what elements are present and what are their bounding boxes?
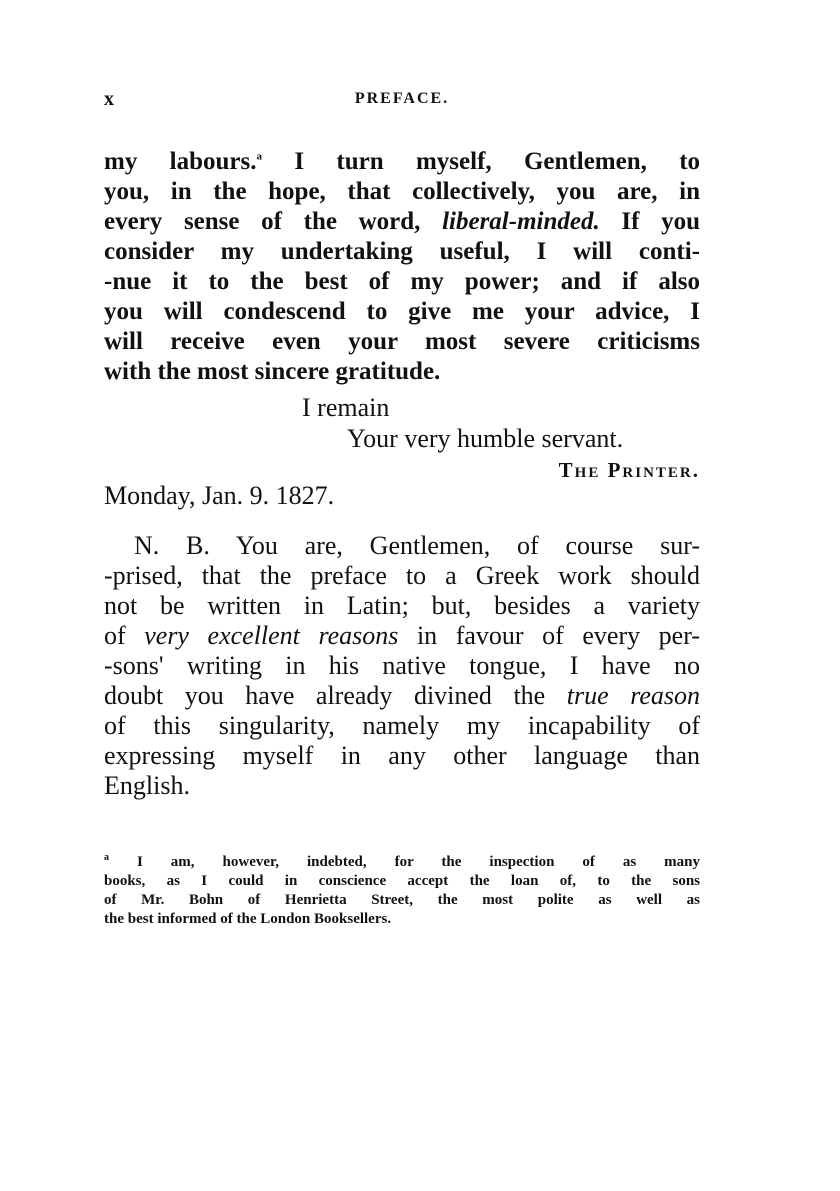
emphasis: very excellent reasons [144,621,399,650]
text-line: expressing myself in any other language than [104,741,700,770]
footnote-line: the best informed of the London Booksellers. [104,911,392,927]
text-line: -nue it to the best of my power; and if also [104,268,700,295]
text-line: N. B. You are, Gentlemen, of course sur- [134,531,700,560]
text-line: of this singularity, namely my incapability of [104,711,700,740]
text-line: you, in the hope, that collectively, you are, in [104,178,700,205]
text-line: doubt you have already divined the true reason [104,681,701,710]
closing-servant: Your very humble servant. [347,424,624,453]
paragraph-1 [104,147,700,387]
text-line: consider my undertaking useful, I will conti- [104,238,700,265]
footnote-line: of Mr. Bohn of Henrietta Street, the most polite as well as [104,892,700,908]
text-line: not be written in Latin; but, besides a variety [104,591,700,620]
date-line: Monday, Jan. 9. 1827. [104,481,335,510]
text-line: of very excellent reasons in favour of every per- [104,621,700,650]
text-line: -prised, that the preface to a Greek work should [104,561,700,590]
page-number: x [104,88,114,110]
text-line: will receive even your most severe criticisms [104,328,700,355]
page-header [104,88,700,116]
running-title: PREFACE. [354,90,450,107]
text-line: you will condescend to give me your advice, I [104,298,700,325]
text-line: every sense of the word, liberal-minded. If you [104,208,700,235]
text-line: English. [104,771,190,800]
emphasis: liberal-minded. [442,208,600,235]
text-line: my labours.$^a$ I turn myself, Gentlemen, to [104,148,701,175]
footnote-reference: a [256,150,262,163]
footnote-line: books, as I could in conscience accept the loan of, to the sons [104,873,700,889]
footnote [104,853,700,929]
closing-remain: I remain [302,393,390,422]
text-line: -sons' writing in his native tongue, I have no [104,651,700,680]
emphasis: true reason [566,681,701,710]
paragraph-2-nb [104,531,700,801]
text-line: with the most sincere gratitude. [104,358,441,385]
signature: The Printer. [558,458,700,482]
footnote-mark: a [104,852,109,863]
footnote-line: $^a$ I am, however, indebted, for the inspection of as many [104,852,701,870]
